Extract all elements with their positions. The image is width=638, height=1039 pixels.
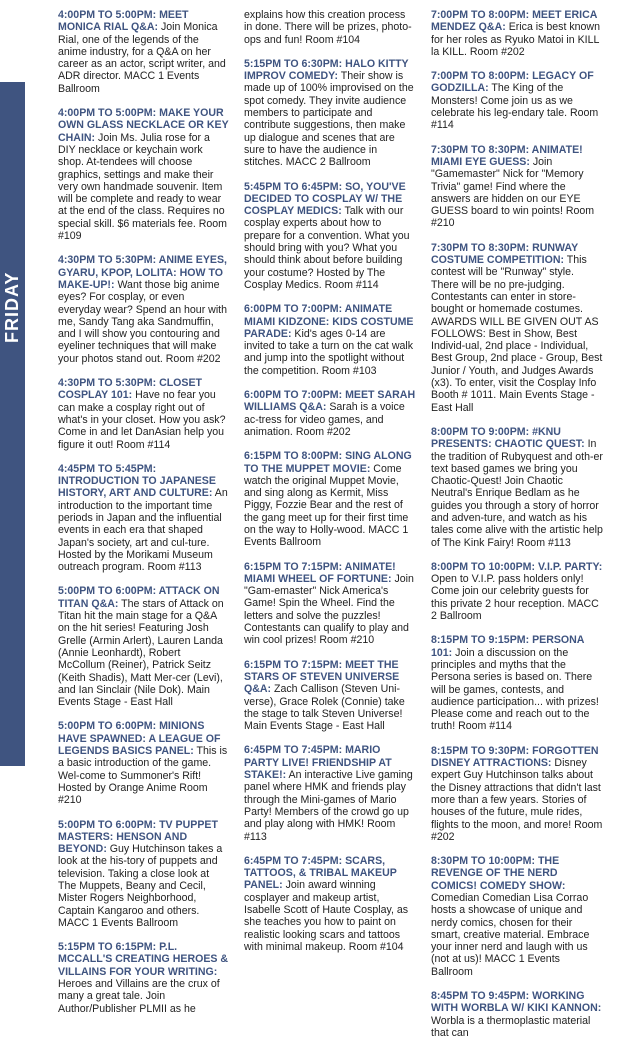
event-heading: 8:15PM TO 9:30PM: FORGOTTEN DISNEY ATTRACTIONS: xyxy=(431,744,599,770)
event-entry xyxy=(58,254,230,365)
event-description: An introduction to the important time periods in Japan and the influential events in each era that shaped Japan's society, art and cul-ture. Hosted by the Morikami Museum outreach program. Room #113 xyxy=(58,487,228,574)
event-heading: 5:15PM TO 6:30PM: HALO KITTY IMPROV COMEDY: xyxy=(244,57,409,83)
event-heading: 4:00PM TO 5:00PM: MEET MONICA RIAL Q&A: xyxy=(58,9,189,34)
event-entry xyxy=(58,377,230,451)
event-description: Join Ms. Julia rose for a DIY necklace or keychain work shop. At-tendees will choose graphics, settings and make their very own handmade souvenir. Item will be complete and ready to wear at the end of the class. Requires no special skill. $6 materials fee. Room #109 xyxy=(58,131,227,243)
event-heading: 8:00PM TO 9:00PM: #KNU PRESENTS: CHAOTIC QUEST: xyxy=(431,425,585,451)
event-entry xyxy=(58,9,230,95)
event-heading: 7:00PM TO 8:00PM: MEET ERICA MENDEZ Q&A: xyxy=(431,9,598,34)
column-3 xyxy=(431,0,603,1039)
event-description: Their show is made up of 100% improvised on the spot comedy. They invite audience members to participate and contribute suggestions, then make up dialogue and scenes that are sure to have the audience in stitches. MACC 2 Ballroom xyxy=(244,70,414,169)
event-description: Want those big anime eyes? For cosplay, or even everyday wear? Spend an hour with me, Sandy Tang aka Sandmuffin, and I will show you contouring and eyeliner techniques that will make your photos stand out. Room #202 xyxy=(58,278,228,365)
event-entry xyxy=(431,561,603,622)
event-entry xyxy=(431,990,603,1039)
event-description: This contest will be "Runway" style. There will be no pre-judging. Contestants can enter in store-bought or homemade costumes. AWARDS WILL BE GIVEN OUT AS FOLLOWS: Best in Show, Best Individ-ual, 2nd place - Individual, Best Group, 2nd place - Group, Best Junior / Youth, and Judges Awards (x3). To enter, visit the Cosplay Info Booth # 1011. Main Events Stage - East Hall xyxy=(431,254,603,414)
schedule-columns xyxy=(58,0,638,1039)
event-entry xyxy=(431,426,603,549)
event-heading: 8:15PM TO 9:15PM: PERSONA 101: xyxy=(431,634,585,659)
event-entry xyxy=(431,70,603,131)
event-entry xyxy=(244,450,416,548)
event-entry xyxy=(244,744,416,842)
event-description: Join "Gamemaster" Nick for "Memory Trivia" game! Find where the answers are hidden on our EYE GUESS board to win points! Room #210 xyxy=(431,155,595,230)
event-entry xyxy=(244,58,416,169)
event-description: Worbla is a thermoplastic material that can xyxy=(431,1014,591,1039)
event-description: Open to V.I.P. pass holders only! Come join our celebrity guests for this private 2 hour reception. MACC 2 Ballroom xyxy=(431,573,599,623)
event-entry xyxy=(244,659,416,733)
event-entry xyxy=(58,819,230,930)
event-heading: 6:45PM TO 7:45PM: SCARS, TATTOOS, & TRIBAL MAKEUP PANEL: xyxy=(244,854,397,892)
event-heading: 5:00PM TO 6:00PM: TV PUPPET MASTERS: HENSON AND BEYOND: xyxy=(58,818,218,856)
event-heading: 5:00PM TO 6:00PM: MINIONS HAVE SPAWNED: A LEAGUE OF LEGENDS BASICS PANEL: xyxy=(58,720,221,758)
event-heading: 6:00PM TO 7:00PM: MEET SARAH WILLIAMS Q&A: xyxy=(244,389,416,414)
event-description: An interactive Live gaming panel where HMK and friends play through the Mini-games of Mario Party! Members of the crowd go up and play along with HMK! Room #113 xyxy=(244,769,413,843)
event-heading: 6:15PM TO 7:15PM: MEET THE STARS OF STEVEN UNIVERSE Q&A: xyxy=(244,658,400,696)
event-description: Disney expert Guy Hutchinson talks about the Disney attractions that didn't last more than a few years. Stories of houses of the future, mule rides, flights to the moon, and more! Room #202 xyxy=(431,757,603,843)
event-entry xyxy=(431,634,603,732)
event-entry xyxy=(244,855,416,953)
event-description: Kid's ages 0-14 are invited to take a turn on the cat walk and jump into the spotlight without the competition. Room #103 xyxy=(244,327,414,377)
event-entry xyxy=(431,144,603,230)
event-entry xyxy=(244,9,416,46)
event-entry xyxy=(244,389,416,438)
event-heading: 7:30PM TO 8:30PM: RUNWAY COSTUME COMPETITION: xyxy=(431,241,578,267)
event-description: Have no fear you can make a cosplay right out of what's in your closet. How you ask? Come in and let DanAsian help you figure it out! Room #114 xyxy=(58,389,226,451)
event-heading: 6:15PM TO 7:15PM: ANIMATE! MIAMI WHEEL OF FORTUNE: xyxy=(244,560,396,585)
event-entry xyxy=(58,720,230,806)
event-entry xyxy=(244,181,416,292)
event-description: Join award winning cosplayer and makeup artist, Isabelle Scott of Haute Cosplay, as she teaches you how to paint on realistic looking scars and tattoos with minimal makeup. Room #104 xyxy=(244,879,409,953)
event-description: In the tradition of Rubyquest and oth-er text based games we bring you Chaotic-Quest! Join Chaotic Neutral's Enrique Bedlam as he guides you through a story of horror and adven-ture, and watch as his tales come alive with the artistic help of The Kink Fairy! Room #113 xyxy=(431,438,603,549)
event-description: Zach Callison (Steven Uni-verse), Grace Rolek (Connie) take the stage to talk Steven Universe! Main Events Stage - East Hall xyxy=(244,683,405,733)
event-entry xyxy=(431,855,603,978)
event-heading: 4:30PM TO 5:30PM: CLOSET COSPLAY 101: xyxy=(58,377,203,402)
event-description: Erica is best known for her roles as Ryuko Matoi in KILL la KILL. Room #202 xyxy=(431,21,600,58)
event-entry xyxy=(431,745,603,843)
event-description: Comedian Comedian Lisa Corrao hosts a showcase of unique and nerdy comics, chosen for their smart, creative material. Embrace your inner nerd and laugh with us (not at us)! MACC 1 Events Ballroom xyxy=(431,892,590,978)
event-description: Heroes and Villains are the crux of many a great tale. Join Author/Publisher PLMII as he xyxy=(58,978,220,1015)
event-description: Sarah is a voice ac-tress for video games, and animation. Room #202 xyxy=(244,401,405,438)
event-heading: 4:45PM TO 5:45PM: INTRODUCTION TO JAPANESE HISTORY, ART AND CULTURE: xyxy=(58,462,216,500)
column-2 xyxy=(244,0,416,953)
event-heading: 7:30PM TO 8:30PM: ANIMATE! MIAMI EYE GUESS: xyxy=(431,143,583,168)
column-1 xyxy=(58,0,230,1015)
event-heading: 5:00PM TO 6:00PM: ATTACK ON TITAN Q&A: xyxy=(58,585,220,610)
event-heading: 8:00PM TO 10:00PM: V.I.P. PARTY: xyxy=(431,560,603,573)
event-heading: 4:00PM TO 5:00PM: MAKE YOUR OWN GLASS NECKLACE OR KEY CHAIN: xyxy=(58,107,229,144)
event-description: The stars of Attack on Titan hit the main stage for a Q&A on the hit series! Featuring Josh Grelle (Armin Arlert), Lauren Landa (Annie Leonhardt), Robert McCollum (Reiner), Patrick Seitz (Keith Shadis), Matt Mer-cer (Levi), and Ian Sinclair (Nile Dok). Main Events Stage - East Hall xyxy=(58,597,224,709)
event-description: Talk with our cosplay experts about how to prepare for a convention. What you should bring with you? What you should think about before building your costume? Hosted by The Cosplay Medics. Room #114 xyxy=(244,205,410,291)
event-description: explains how this creation process in done. There will be prizes, photo-ops and fun! Room #104 xyxy=(244,9,412,46)
event-description: Join a discussion on the principles and myths that the Persona series is based on. There will be games, contests, and audience participation... with prizes! Please come and reach out to the truth! Room #114 xyxy=(431,646,599,733)
event-heading: 7:00PM TO 8:00PM: LEGACY OF GODZILLA: xyxy=(431,70,594,95)
event-entry xyxy=(431,242,603,414)
event-entry xyxy=(58,107,230,242)
event-entry xyxy=(244,561,416,647)
event-entry xyxy=(244,303,416,377)
event-description: Come watch the original Muppet Movie, and sing along as Kermit, Miss Piggy, Fozzie Bear and the rest of the gang meet up for their first time on the way to Holly-wood. MACC 1 Events Ballroom xyxy=(244,462,409,549)
event-heading: 5:15PM TO 6:15PM: P.L. MCCALL'S CREATING HEROES & VILLAINS FOR YOUR WRITING: xyxy=(58,941,229,978)
event-heading: 6:00PM TO 7:00PM: ANIMATE MIAMI KIDZONE: KIDS COSTUME PARADE: xyxy=(244,303,414,340)
event-entry xyxy=(431,9,603,58)
event-heading: 6:45PM TO 7:45PM: MARIO PARTY LIVE! FRIENDSHIP AT STAKE!: xyxy=(244,744,392,782)
event-entry xyxy=(58,941,230,1015)
event-entry xyxy=(58,463,230,574)
event-description: Join "Gam-emaster" Nick America's Game! Spin the Wheel. Find the letters and solve the puzzles! Contestants can qualify to play and win cool prizes! Room #210 xyxy=(244,572,414,647)
event-description: The King of the Monsters! Come join us as we celebrate his leg-endary tale. Room #114 xyxy=(431,82,599,132)
event-description: This is a basic introduction of the game. Wel-come to Summoner's Rift! Hosted by Orange Anime Room #210 xyxy=(58,745,228,807)
event-heading: 5:45PM TO 6:45PM: SO, YOU'VE DECIDED TO COSPLAY W/ THE COSPLAY MEDICS: xyxy=(244,180,406,218)
event-description: Join Monica Rial, one of the legends of the anime industry, for a Q&A on her career as an actor, script writer, and ADR director. MACC 1 Events Ballroom xyxy=(58,21,226,95)
day-label: FRIDAY xyxy=(2,271,22,343)
event-heading: 8:30PM TO 10:00PM: THE REVENGE OF THE NERD COMICS! COMEDY SHOW: xyxy=(431,855,566,892)
event-heading: 8:45PM TO 9:45PM: WORKING WITH WORBLA W/ KIKI KANNON: xyxy=(431,990,602,1015)
day-tab xyxy=(0,82,25,766)
event-description: Guy Hutchinson takes a look at the his-tory of puppets and television. Taking a close look at The Muppets, Beany and Cecil, Mister Rogers Neighborhood, Captain Kangaroo and others. MACC 1 Events Ballroom xyxy=(58,843,223,929)
event-heading: 6:15PM TO 8:00PM: SING ALONG TO THE MUPPET MOVIE: xyxy=(244,450,412,475)
event-entry xyxy=(58,585,230,708)
event-heading: 4:30PM TO 5:30PM: ANIME EYES, GYARU, KPOP, LOLITA: HOW TO MAKE-UP!: xyxy=(58,254,227,291)
